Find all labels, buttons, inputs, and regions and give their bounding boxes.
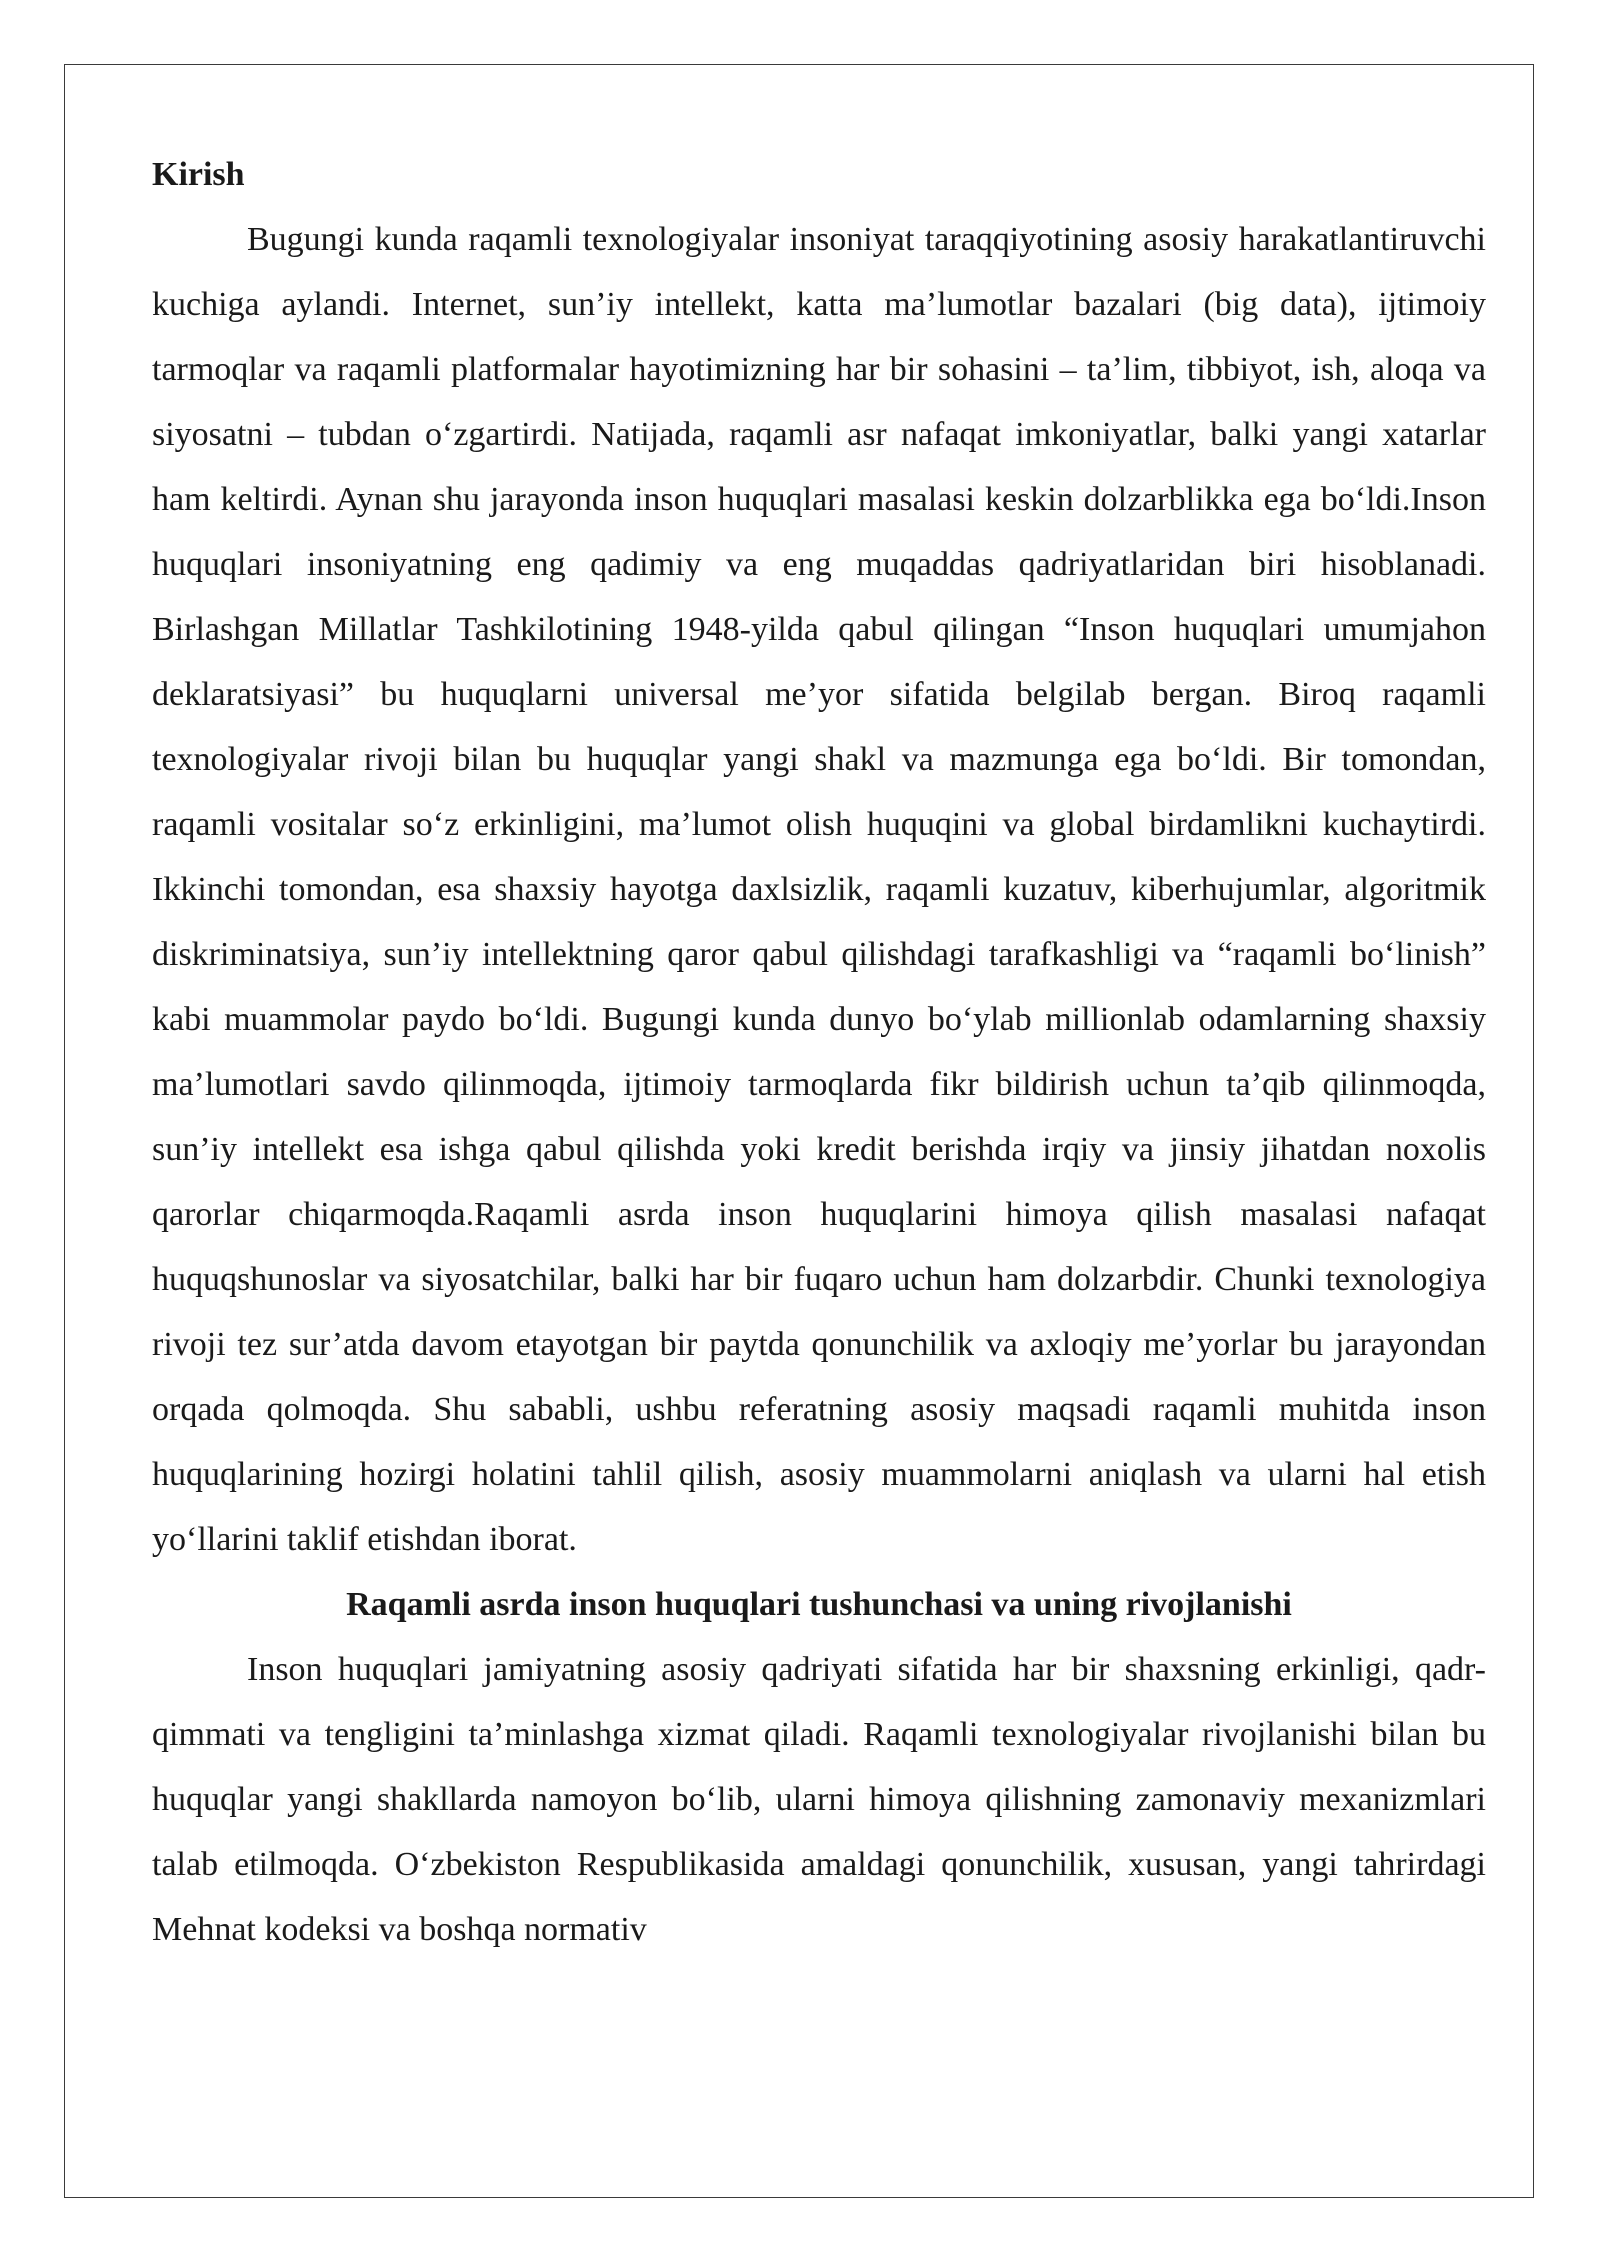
document-body [152,142,1486,1962]
intro-paragraph: Bugungi kunda raqamli texnologiyalar insoniyat taraqqiyotining asosiy harakatlantiruvchi kuchiga aylandi. Internet, sun’iy intellekt, katta ma’lumotlar bazalari (big data), ijtimoiy tarmoqlar va raqamli platformalar hayotimizning har bir sohasini – ta’lim, tibbiyot, ish, aloqa va siyosatni – tubdan o‘zgartirdi. Natijada, raqamli asr nafaqat imkoniyatlar, balki yangi xatarlar ham keltirdi. Aynan shu jarayonda inson huquqlari masalasi keskin dolzarblikka ega bo‘ldi.Inson huquqlari insoniyatning eng qadimiy va eng muqaddas qadriyatlaridan biri hisoblanadi. Birlashgan Millatlar Tashkilotining 1948-yilda qabul qilingan “Inson huquqlari umumjahon deklaratsiyasi” bu huquqlarni universal me’yor sifatida belgilab bergan. Biroq raqamli texnologiyalar rivoji bilan bu huquqlar yangi shakl va mazmunga ega bo‘ldi. Bir tomondan, raqamli vositalar so‘z erkinligini, ma’lumot olish huquqini va global birdamlikni kuchaytirdi. Ikkinchi tomondan, esa shaxsiy hayotga daxlsizlik, raqamli kuzatuv, kiberhujumlar, algoritmik diskriminatsiya, sun’iy intellektning qaror qabul qilishdagi tarafkashligi va “raqamli bo‘linish” kabi muammolar paydo bo‘ldi. Bugungi kunda dunyo bo‘ylab millionlab odamlarning shaxsiy ma’lumotlari savdo qilinmoqda, ijtimoiy tarmoqlarda fikr bildirish uchun ta’qib qilinmoqda, sun’iy intellekt esa ishga qabul qilishda yoki kredit berishda irqiy va jinsiy jihatdan noxolis qarorlar chiqarmoqda.Raqamli asrda inson huquqlarini himoya qilish masalasi nafaqat huquqshunoslar va siyosatchilar, balki har bir fuqaro uchun ham dolzarbdir. Chunki texnologiya rivoji tez sur’atda davom etayotgan bir paytda qonunchilik va axloqiy me’yorlar bu jarayondan orqada qolmoqda. Shu sababli, ushbu referatning asosiy maqsadi raqamli muhitda inson huquqlarining hozirgi holatini tahlil qilish, asosiy muammolarni aniqlash va ularni hal etish yo‘llarini taklif etishdan iborat. [152,221,1486,1558]
section-heading: Raqamli asrda inson huquqlari tushunchasi va uning rivojlanishi [346,1586,1292,1623]
intro-heading: Kirish [152,156,245,193]
section-paragraph: Inson huquqlari jamiyatning asosiy qadriyati sifatida har bir shaxsning erkinligi, qadr-qimmati va tengligini ta’minlashga xizmat qiladi. Raqamli texnologiyalar rivojlanishi bilan bu huquqlar yangi shakllarda namoyon bo‘lib, ularni himoya qilishning zamonaviy mexanizmlari talab etilmoqda. O‘zbekiston Respublikasida amaldagi qonunchilik, xususan, yangi tahrirdagi Mehnat kodeksi va boshqa normativ [152,1651,1486,1948]
